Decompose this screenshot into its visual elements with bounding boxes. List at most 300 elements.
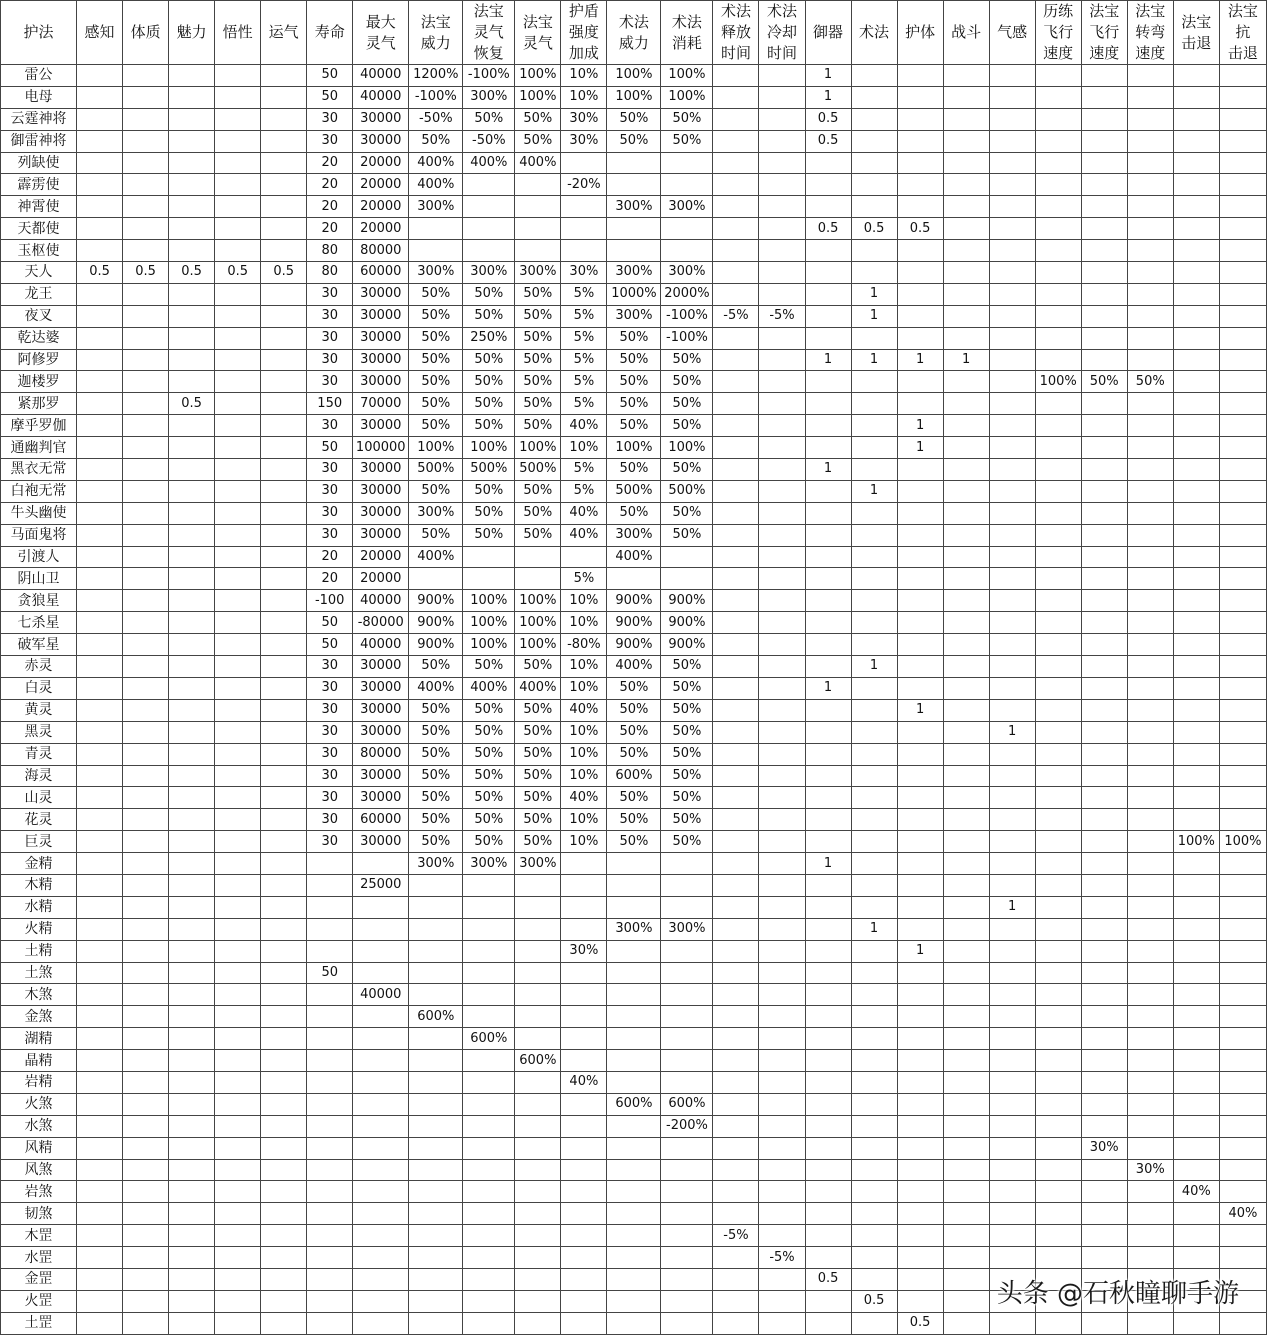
table-cell (713, 1181, 759, 1203)
table-cell: 100% (515, 612, 561, 634)
table-cell (897, 305, 943, 327)
table-cell (1127, 546, 1173, 568)
table-cell (713, 853, 759, 875)
table-cell (261, 984, 307, 1006)
table-cell: 100% (607, 86, 661, 108)
table-cell (661, 1203, 713, 1225)
table-cell (1127, 130, 1173, 152)
table-cell (897, 152, 943, 174)
table-cell (515, 1159, 561, 1181)
table-cell (261, 787, 307, 809)
table-cell (805, 1290, 851, 1312)
table-cell (607, 1028, 661, 1050)
table-cell (1127, 634, 1173, 656)
table-cell: 30000 (353, 502, 409, 524)
table-cell (989, 874, 1035, 896)
table-row (1, 502, 1267, 524)
table-cell (897, 962, 943, 984)
table-cell (1035, 918, 1081, 940)
table-cell (607, 568, 661, 590)
table-cell (215, 809, 261, 831)
table-cell (1173, 1225, 1219, 1247)
table-cell (123, 1137, 169, 1159)
table-cell (661, 940, 713, 962)
table-cell (759, 743, 805, 765)
table-cell (1173, 1071, 1219, 1093)
table-cell: 300% (607, 305, 661, 327)
table-cell (1081, 437, 1127, 459)
table-cell: 300% (607, 918, 661, 940)
table-cell: 30 (307, 415, 353, 437)
table-cell (1035, 502, 1081, 524)
table-cell (215, 1093, 261, 1115)
table-cell (713, 349, 759, 371)
table-row (1, 480, 1267, 502)
table-cell (123, 940, 169, 962)
table-cell (607, 218, 661, 240)
table-cell (1173, 502, 1219, 524)
table-cell: 30% (1127, 1159, 1173, 1181)
table-cell (989, 393, 1035, 415)
column-header: 悟性 (215, 1, 261, 65)
table-cell (759, 1115, 805, 1137)
table-cell: 40% (1173, 1181, 1219, 1203)
table-cell (713, 371, 759, 393)
table-cell (805, 787, 851, 809)
row-name-cell: 岩精 (1, 1071, 77, 1093)
table-cell (123, 524, 169, 546)
table-cell (759, 524, 805, 546)
table-cell (1219, 546, 1266, 568)
table-cell (1219, 459, 1266, 481)
table-cell (353, 1225, 409, 1247)
table-cell (1081, 962, 1127, 984)
table-cell (261, 196, 307, 218)
table-cell (353, 1159, 409, 1181)
table-cell (353, 1312, 409, 1334)
table-cell (1219, 371, 1266, 393)
table-cell (1081, 546, 1127, 568)
table-cell (1081, 262, 1127, 284)
table-cell (1127, 349, 1173, 371)
table-cell (661, 568, 713, 590)
table-cell (77, 1115, 123, 1137)
table-cell (897, 371, 943, 393)
table-cell (123, 218, 169, 240)
table-cell (759, 1137, 805, 1159)
table-cell (1035, 524, 1081, 546)
table-cell (515, 1181, 561, 1203)
table-cell (169, 283, 215, 305)
table-cell (1081, 240, 1127, 262)
row-name-cell: 水煞 (1, 1115, 77, 1137)
table-cell (215, 349, 261, 371)
table-cell (1219, 787, 1266, 809)
table-cell (261, 874, 307, 896)
table-cell: 10% (561, 437, 607, 459)
table-cell (943, 1225, 989, 1247)
table-cell: 50% (515, 699, 561, 721)
column-header: 体质 (123, 1, 169, 65)
table-cell (989, 568, 1035, 590)
table-cell (409, 874, 463, 896)
table-cell: 40% (561, 415, 607, 437)
table-cell (805, 437, 851, 459)
table-cell (661, 240, 713, 262)
table-cell: 50% (607, 743, 661, 765)
table-cell: 50% (661, 677, 713, 699)
table-cell (943, 1028, 989, 1050)
table-cell (261, 86, 307, 108)
table-cell (759, 1159, 805, 1181)
table-cell (1219, 1093, 1266, 1115)
table-cell: 50% (515, 765, 561, 787)
table-cell (759, 1050, 805, 1072)
table-cell (1081, 590, 1127, 612)
table-cell (759, 546, 805, 568)
table-cell (261, 502, 307, 524)
table-row (1, 853, 1267, 875)
table-cell (1219, 65, 1266, 87)
table-cell: 50% (409, 393, 463, 415)
table-cell: 0.5 (169, 262, 215, 284)
column-header: 运气 (261, 1, 307, 65)
table-cell: 50% (409, 809, 463, 831)
table-cell: 80 (307, 240, 353, 262)
table-cell (1035, 218, 1081, 240)
table-cell (989, 1115, 1035, 1137)
table-cell: 50 (307, 612, 353, 634)
table-cell (215, 677, 261, 699)
table-cell (215, 65, 261, 87)
table-cell (123, 502, 169, 524)
table-cell (463, 1247, 515, 1269)
table-cell (261, 721, 307, 743)
table-cell: 20 (307, 152, 353, 174)
table-cell: 30 (307, 108, 353, 130)
row-name-cell: 天人 (1, 262, 77, 284)
table-cell (1173, 1115, 1219, 1137)
table-cell: 30000 (353, 656, 409, 678)
table-cell (123, 1028, 169, 1050)
table-cell (1173, 809, 1219, 831)
table-cell (1127, 218, 1173, 240)
table-cell (123, 305, 169, 327)
table-cell (353, 1115, 409, 1137)
table-cell (1081, 1203, 1127, 1225)
table-cell (215, 327, 261, 349)
table-cell (169, 656, 215, 678)
table-cell (989, 459, 1035, 481)
table-cell (759, 896, 805, 918)
table-cell (215, 1159, 261, 1181)
table-cell: 30000 (353, 108, 409, 130)
table-cell (805, 940, 851, 962)
row-name-cell: 阿修罗 (1, 349, 77, 371)
table-cell (169, 1006, 215, 1028)
table-cell (713, 612, 759, 634)
table-cell: 1 (805, 459, 851, 481)
table-cell: 10% (561, 86, 607, 108)
table-cell: 100% (607, 437, 661, 459)
table-cell (169, 415, 215, 437)
table-cell: 10% (561, 765, 607, 787)
table-cell: 50% (463, 721, 515, 743)
table-cell (77, 546, 123, 568)
table-cell (123, 568, 169, 590)
table-cell (215, 305, 261, 327)
table-cell (463, 1225, 515, 1247)
table-cell (1081, 1247, 1127, 1269)
table-cell (1081, 765, 1127, 787)
table-cell (307, 1225, 353, 1247)
table-cell (123, 108, 169, 130)
column-header: 术法 消耗 (661, 1, 713, 65)
table-cell: 300% (463, 86, 515, 108)
table-cell (463, 1093, 515, 1115)
table-cell: 5% (561, 305, 607, 327)
table-cell: 50 (307, 86, 353, 108)
table-cell: 900% (409, 590, 463, 612)
table-cell (897, 634, 943, 656)
table-cell (989, 502, 1035, 524)
table-cell (169, 1225, 215, 1247)
table-cell (989, 1181, 1035, 1203)
table-cell: 300% (515, 853, 561, 875)
table-cell: 300% (409, 502, 463, 524)
table-cell: 40% (561, 787, 607, 809)
table-cell (1035, 853, 1081, 875)
table-cell: 50% (1081, 371, 1127, 393)
table-cell (943, 874, 989, 896)
table-cell (943, 743, 989, 765)
table-cell: 20 (307, 218, 353, 240)
table-cell (713, 327, 759, 349)
table-cell: 30 (307, 480, 353, 502)
table-cell (607, 1137, 661, 1159)
table-cell (77, 415, 123, 437)
table-cell (805, 918, 851, 940)
table-cell (353, 1203, 409, 1225)
table-cell (805, 415, 851, 437)
table-cell (713, 568, 759, 590)
table-cell (607, 1071, 661, 1093)
table-cell (77, 1290, 123, 1312)
table-cell (261, 1050, 307, 1072)
table-cell (1219, 262, 1266, 284)
table-cell (897, 546, 943, 568)
table-cell (713, 1159, 759, 1181)
table-cell (661, 962, 713, 984)
table-cell: 30 (307, 524, 353, 546)
row-name-cell: 木精 (1, 874, 77, 896)
table-cell: 0.5 (215, 262, 261, 284)
table-cell (1035, 1093, 1081, 1115)
table-cell (77, 130, 123, 152)
table-row (1, 962, 1267, 984)
table-cell (897, 480, 943, 502)
table-cell (1173, 415, 1219, 437)
row-name-cell: 水罡 (1, 1247, 77, 1269)
table-cell (169, 174, 215, 196)
table-cell (123, 393, 169, 415)
table-cell (169, 546, 215, 568)
table-cell (261, 1203, 307, 1225)
table-cell (607, 1203, 661, 1225)
table-cell: 100% (661, 437, 713, 459)
table-cell (215, 1006, 261, 1028)
table-cell (1219, 765, 1266, 787)
table-cell (463, 1181, 515, 1203)
table-cell (515, 1312, 561, 1334)
table-cell (1081, 1181, 1127, 1203)
table-cell (1173, 327, 1219, 349)
table-cell (169, 108, 215, 130)
table-cell (215, 1028, 261, 1050)
table-cell: 300% (409, 853, 463, 875)
table-cell: 100% (515, 634, 561, 656)
table-cell: 50% (607, 699, 661, 721)
table-cell (943, 1050, 989, 1072)
row-name-cell: 赤灵 (1, 656, 77, 678)
row-name-cell: 迦楼罗 (1, 371, 77, 393)
table-cell (897, 130, 943, 152)
table-cell (215, 743, 261, 765)
table-cell (561, 152, 607, 174)
table-cell (1127, 874, 1173, 896)
table-cell: 1 (897, 699, 943, 721)
table-cell (1219, 502, 1266, 524)
table-cell: 10% (561, 721, 607, 743)
table-cell (1127, 1312, 1173, 1334)
table-cell: 50% (409, 524, 463, 546)
table-cell (989, 546, 1035, 568)
table-cell (897, 853, 943, 875)
table-cell (77, 524, 123, 546)
table-cell (1035, 415, 1081, 437)
table-cell: 30000 (353, 699, 409, 721)
table-row (1, 1115, 1267, 1137)
table-cell: 50% (463, 349, 515, 371)
table-cell (77, 1050, 123, 1072)
table-cell (1081, 677, 1127, 699)
table-cell: 50% (515, 787, 561, 809)
table-cell (123, 327, 169, 349)
table-cell (851, 1006, 897, 1028)
table-cell (851, 327, 897, 349)
table-cell: 1 (897, 415, 943, 437)
table-cell: 5% (561, 283, 607, 305)
table-cell (353, 853, 409, 875)
table-cell (123, 853, 169, 875)
table-cell: 100% (607, 65, 661, 87)
table-cell (1127, 240, 1173, 262)
table-cell: 50% (607, 415, 661, 437)
table-cell (123, 1247, 169, 1269)
table-cell: 50% (409, 656, 463, 678)
table-cell (1035, 349, 1081, 371)
table-cell (805, 1203, 851, 1225)
table-cell (989, 984, 1035, 1006)
table-cell: 50% (607, 787, 661, 809)
table-cell (169, 1159, 215, 1181)
table-cell: 900% (409, 634, 463, 656)
table-cell (1219, 699, 1266, 721)
table-cell (1081, 502, 1127, 524)
table-cell (463, 546, 515, 568)
table-cell (463, 196, 515, 218)
table-cell (77, 1268, 123, 1290)
table-cell (989, 590, 1035, 612)
table-cell: 600% (463, 1028, 515, 1050)
column-header: 战斗 (943, 1, 989, 65)
table-cell: 25000 (353, 874, 409, 896)
table-cell: 50% (515, 283, 561, 305)
table-cell (1035, 1115, 1081, 1137)
table-cell (261, 393, 307, 415)
table-cell: 5% (561, 480, 607, 502)
table-cell (77, 86, 123, 108)
table-cell (1173, 1006, 1219, 1028)
table-cell: 30000 (353, 459, 409, 481)
table-cell (943, 699, 989, 721)
table-cell (851, 984, 897, 1006)
table-cell (989, 86, 1035, 108)
table-cell: 50% (515, 809, 561, 831)
table-cell (713, 721, 759, 743)
table-cell (989, 1225, 1035, 1247)
table-cell: 1 (805, 86, 851, 108)
table-cell: 20 (307, 174, 353, 196)
table-cell (77, 590, 123, 612)
table-cell: 100% (661, 86, 713, 108)
table-cell: 100% (515, 65, 561, 87)
table-cell (805, 262, 851, 284)
table-cell (77, 305, 123, 327)
table-cell (897, 896, 943, 918)
table-cell (1127, 1028, 1173, 1050)
table-cell (1219, 1115, 1266, 1137)
table-cell (1035, 699, 1081, 721)
table-cell (409, 962, 463, 984)
table-cell (897, 874, 943, 896)
table-cell (607, 1268, 661, 1290)
table-cell: 1000% (607, 283, 661, 305)
table-cell (123, 1181, 169, 1203)
table-cell (1173, 896, 1219, 918)
table-row (1, 1071, 1267, 1093)
table-cell: 50% (409, 283, 463, 305)
table-cell: 30% (561, 262, 607, 284)
table-cell (261, 415, 307, 437)
row-name-cell: 土罡 (1, 1312, 77, 1334)
table-cell (1127, 1071, 1173, 1093)
table-cell: 50% (409, 305, 463, 327)
table-cell (215, 1290, 261, 1312)
table-cell (989, 656, 1035, 678)
table-cell (463, 896, 515, 918)
row-name-cell: 摩乎罗伽 (1, 415, 77, 437)
table-cell: 500% (463, 459, 515, 481)
table-cell (77, 1203, 123, 1225)
table-row (1, 393, 1267, 415)
table-cell (261, 634, 307, 656)
table-cell (1219, 349, 1266, 371)
table-cell: 1 (805, 349, 851, 371)
table-cell (759, 174, 805, 196)
table-cell: 30% (1081, 1137, 1127, 1159)
table-cell (805, 656, 851, 678)
